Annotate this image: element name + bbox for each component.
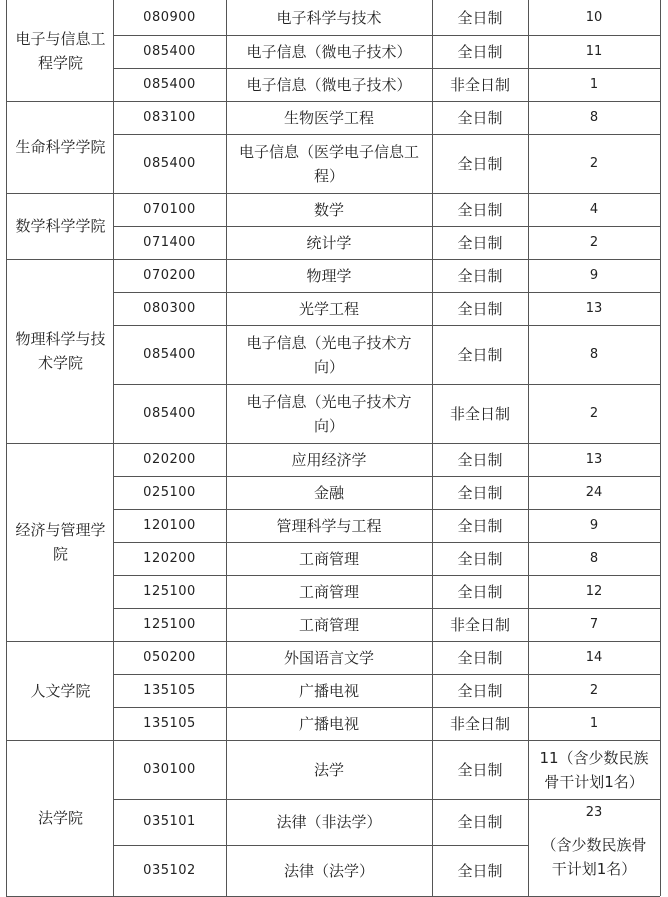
- major-name: 电子信息（光电子技术方向）: [246, 333, 412, 376]
- study-mode: 非全日制: [449, 404, 510, 423]
- major-name: 电子科学与技术: [276, 8, 382, 27]
- study-mode: 全日制: [457, 861, 503, 880]
- enrollment-count: 1: [589, 76, 599, 92]
- study-mode: 全日制: [457, 582, 503, 601]
- major-name: 法律（法学）: [283, 861, 374, 880]
- enrollment-count: 14: [585, 649, 603, 665]
- enrollment-count: 9: [589, 517, 599, 533]
- enrollment-count: 2: [589, 155, 599, 171]
- major-code: 135105: [143, 715, 196, 731]
- enrollment-count: 7: [589, 616, 599, 632]
- study-mode: 全日制: [457, 648, 503, 667]
- enrollment-count-merged: [528, 799, 660, 896]
- major-name: 光学工程: [298, 299, 359, 318]
- major-code: 120100: [143, 517, 196, 533]
- study-mode: 全日制: [457, 516, 503, 535]
- study-mode: 全日制: [457, 108, 503, 127]
- study-mode: 全日制: [457, 483, 503, 502]
- major-name: 统计学: [306, 233, 352, 252]
- major-name: 工商管理: [298, 549, 359, 568]
- enrollment-count: 11: [585, 43, 603, 59]
- enrollment-count: 2: [589, 405, 599, 421]
- enrollment-count: 24: [585, 484, 603, 500]
- college-name: 生命科学学院: [15, 138, 106, 156]
- merged-count-note: （含少数民族骨干计划1名）: [541, 836, 647, 878]
- major-code: 085400: [143, 43, 196, 59]
- study-mode: 全日制: [457, 681, 503, 700]
- major-code: 080300: [143, 300, 196, 316]
- major-code: 085400: [143, 346, 196, 362]
- enrollment-count: 8: [589, 550, 599, 566]
- major-name: 物理学: [306, 266, 352, 285]
- major-name: 电子信息（微电子技术）: [246, 75, 412, 94]
- enrollment-count: 13: [585, 451, 603, 467]
- study-mode: 非全日制: [449, 75, 510, 94]
- enrollment-count: 11（含少数民族骨干计划1名）: [539, 748, 649, 791]
- major-code: 125100: [143, 583, 196, 599]
- study-mode: 全日制: [457, 42, 503, 61]
- enrollment-count: 12: [585, 583, 603, 599]
- major-code: 070100: [143, 201, 196, 217]
- college-name: 物理科学与技术学院: [15, 330, 106, 372]
- enrollment-count: 2: [589, 682, 599, 698]
- enrollment-count: 8: [589, 346, 599, 362]
- college-name: 电子与信息工程学院: [15, 29, 106, 72]
- study-mode: 全日制: [457, 760, 503, 779]
- study-mode: 全日制: [457, 200, 503, 219]
- major-name: 电子信息（微电子技术）: [246, 42, 412, 61]
- major-name: 数学: [313, 200, 344, 219]
- major-name: 外国语言文学: [283, 648, 374, 667]
- merged-count-value: 23: [585, 805, 603, 820]
- major-code: 070200: [143, 267, 196, 283]
- major-code: 080900: [143, 9, 196, 25]
- major-code: 083100: [143, 109, 196, 125]
- college-name: 法学院: [37, 809, 83, 827]
- major-name: 生物医学工程: [283, 108, 374, 127]
- major-code: 085400: [143, 405, 196, 421]
- major-code: 085400: [143, 155, 196, 171]
- study-mode: 全日制: [457, 154, 503, 173]
- study-mode: 全日制: [457, 266, 503, 285]
- major-name: 法学: [313, 760, 344, 779]
- study-mode: 全日制: [457, 299, 503, 318]
- major-code: 125100: [143, 616, 196, 632]
- major-code: 020200: [143, 451, 196, 467]
- enrollment-count: 4: [589, 201, 599, 217]
- major-name: 应用经济学: [291, 450, 367, 469]
- major-name: 工商管理: [298, 582, 359, 601]
- study-mode: 全日制: [457, 450, 503, 469]
- enrollment-count: 9: [589, 267, 599, 283]
- college-name: 人文学院: [30, 681, 91, 700]
- major-code: 135105: [143, 682, 196, 698]
- major-code: 025100: [143, 484, 196, 500]
- study-mode: 全日制: [457, 549, 503, 568]
- enrollment-count: 1: [589, 715, 599, 731]
- enrollment-count: 8: [589, 109, 599, 125]
- enrollment-count: 10: [585, 9, 603, 25]
- major-name: 工商管理: [298, 615, 359, 634]
- major-name: 法律（非法学）: [276, 813, 382, 831]
- grid-vline: [660, 0, 661, 896]
- study-mode: 非全日制: [449, 615, 510, 634]
- study-mode: 非全日制: [449, 714, 510, 733]
- major-code: 120200: [143, 550, 196, 566]
- major-name: 金融: [313, 483, 344, 502]
- major-name: 电子信息（光电子技术方向）: [246, 392, 412, 435]
- major-name: 电子信息（医学电子信息工程）: [238, 142, 419, 185]
- major-name: 广播电视: [298, 714, 359, 733]
- major-code: 035101: [143, 814, 196, 829]
- major-code: 050200: [143, 649, 196, 665]
- major-name: 广播电视: [298, 681, 359, 700]
- study-mode: 全日制: [457, 8, 503, 27]
- college-name: 数学科学学院: [15, 217, 106, 235]
- study-mode: 全日制: [457, 233, 503, 252]
- major-code: 035102: [143, 862, 196, 878]
- major-code: 085400: [143, 76, 196, 92]
- major-name: 管理科学与工程: [276, 516, 382, 535]
- enrollment-count: 13: [585, 300, 603, 316]
- study-mode: 全日制: [457, 345, 503, 364]
- study-mode: 全日制: [457, 813, 503, 831]
- major-code: 030100: [143, 761, 196, 777]
- college-name: 经济与管理学院: [15, 521, 106, 563]
- enrollment-count: 2: [589, 234, 599, 250]
- major-code: 071400: [143, 234, 196, 250]
